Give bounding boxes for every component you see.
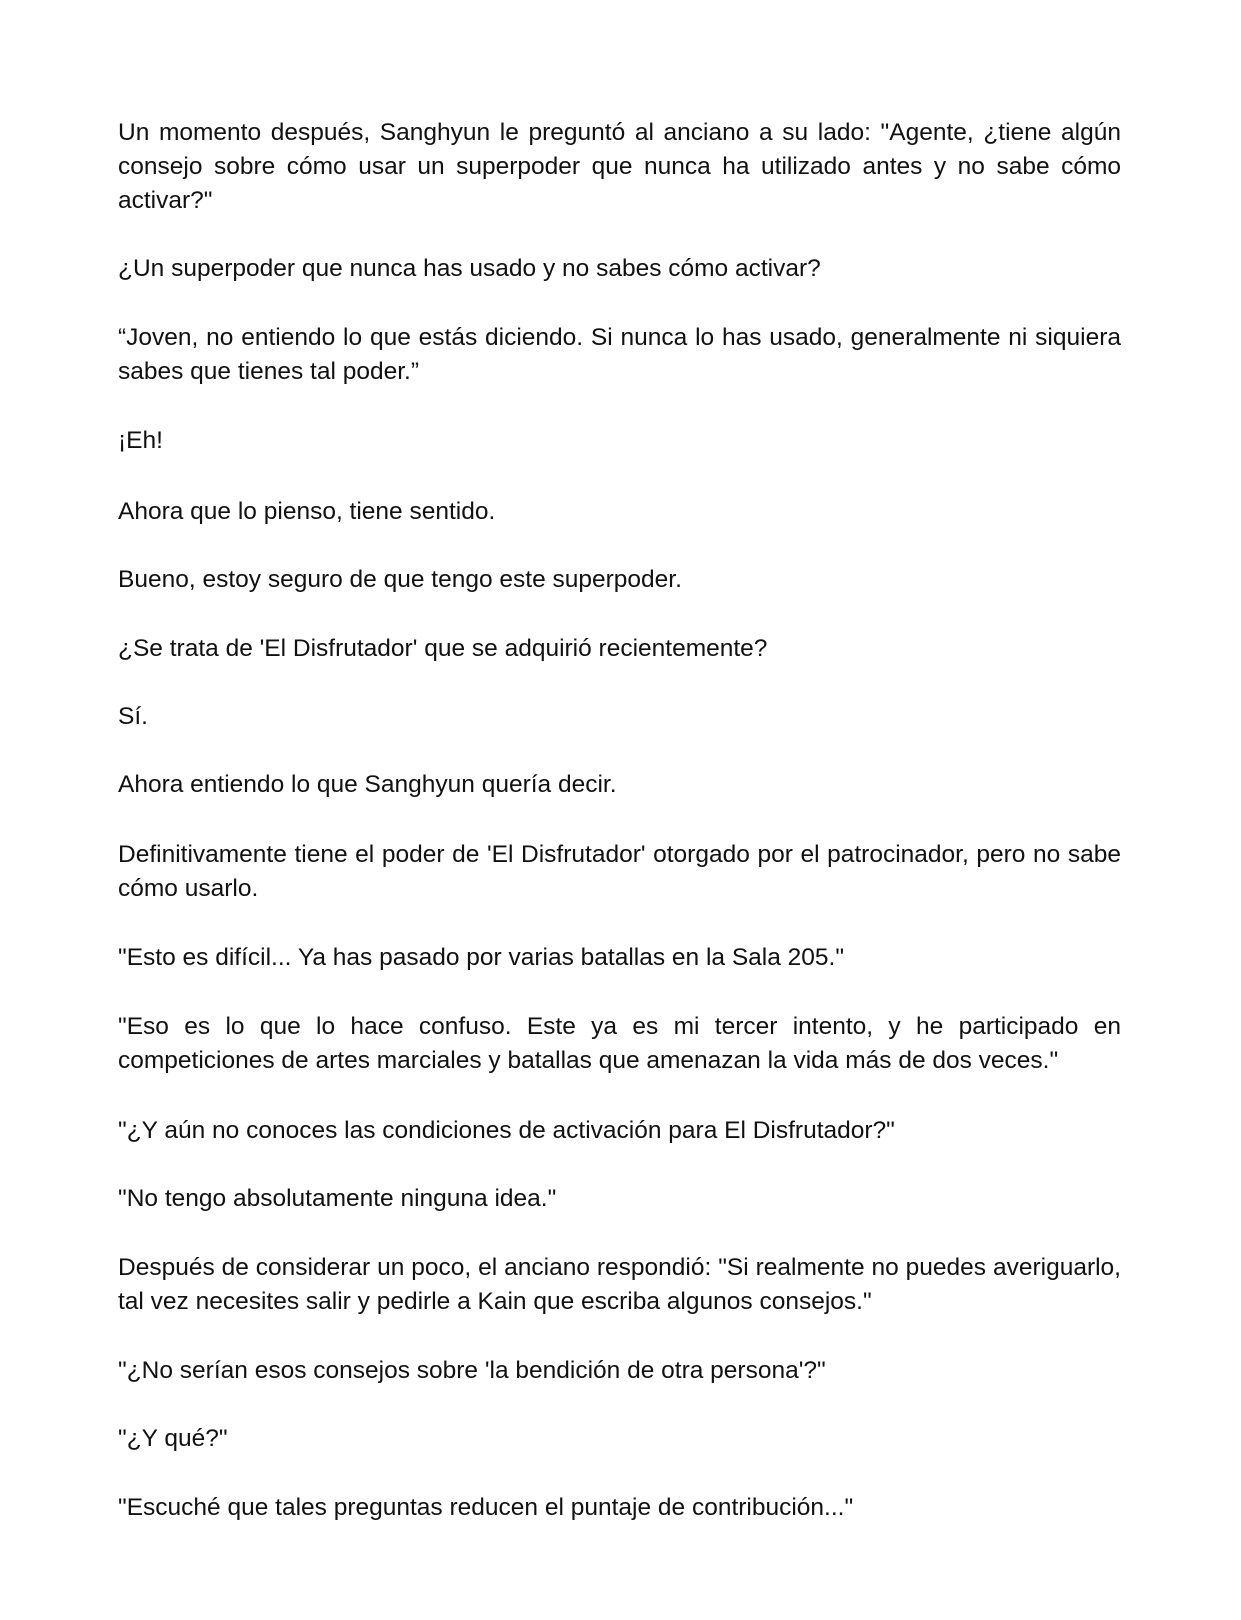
paragraph-17: "¿Y qué?"	[118, 1425, 228, 1452]
paragraph-9: Ahora entiendo lo que Sanghyun quería decir.	[118, 771, 617, 798]
paragraph-10: Definitivamente tiene el poder de 'El Disfrutador' otorgado por el patrocinador, pero no sabe cómo usarlo.	[118, 841, 1121, 902]
paragraph-12: "Eso es lo que lo hace confuso. Este ya es mi tercer intento, y he participado en competiciones de artes marciales y batallas que amenazan la vida más de dos veces."	[118, 1013, 1121, 1074]
paragraph-2: ¿Un superpoder que nunca has usado y no sabes cómo activar?	[118, 255, 821, 282]
paragraph-4: ¡Eh!	[118, 427, 163, 454]
paragraph-1: Un momento después, Sanghyun le preguntó al anciano a su lado: "Agente, ¿tiene algún consejo sobre cómo usar un superpoder que nunca ha utilizado antes y no sabe cómo activar?"	[118, 119, 1121, 214]
paragraph-16: "¿No serían esos consejos sobre 'la bendición de otra persona'?"	[118, 1357, 826, 1384]
paragraph-6: Bueno, estoy seguro de que tengo este superpoder.	[118, 566, 682, 593]
paragraph-11: "Esto es difícil... Ya has pasado por varias batallas en la Sala 205."	[118, 944, 845, 971]
paragraph-18: "Escuché que tales preguntas reducen el puntaje de contribución..."	[118, 1494, 854, 1521]
paragraph-15: Después de considerar un poco, el anciano respondió: "Si realmente no puedes averiguarlo, tal vez necesites salir y pedirle a Kain que escriba algunos consejos."	[118, 1254, 1121, 1315]
paragraph-14: "No tengo absolutamente ninguna idea."	[118, 1185, 557, 1212]
paragraph-7: ¿Se trata de 'El Disfrutador' que se adquirió recientemente?	[118, 635, 768, 662]
paragraph-5: Ahora que lo pienso, tiene sentido.	[118, 498, 496, 525]
paragraph-8: Sí.	[118, 703, 148, 730]
paragraph-13: "¿Y aún no conoces las condiciones de activación para El Disfrutador?"	[118, 1117, 895, 1144]
paragraph-3: “Joven, no entiendo lo que estás diciendo. Si nunca lo has usado, generalmente ni siquiera sabes que tienes tal poder.”	[118, 324, 1121, 385]
